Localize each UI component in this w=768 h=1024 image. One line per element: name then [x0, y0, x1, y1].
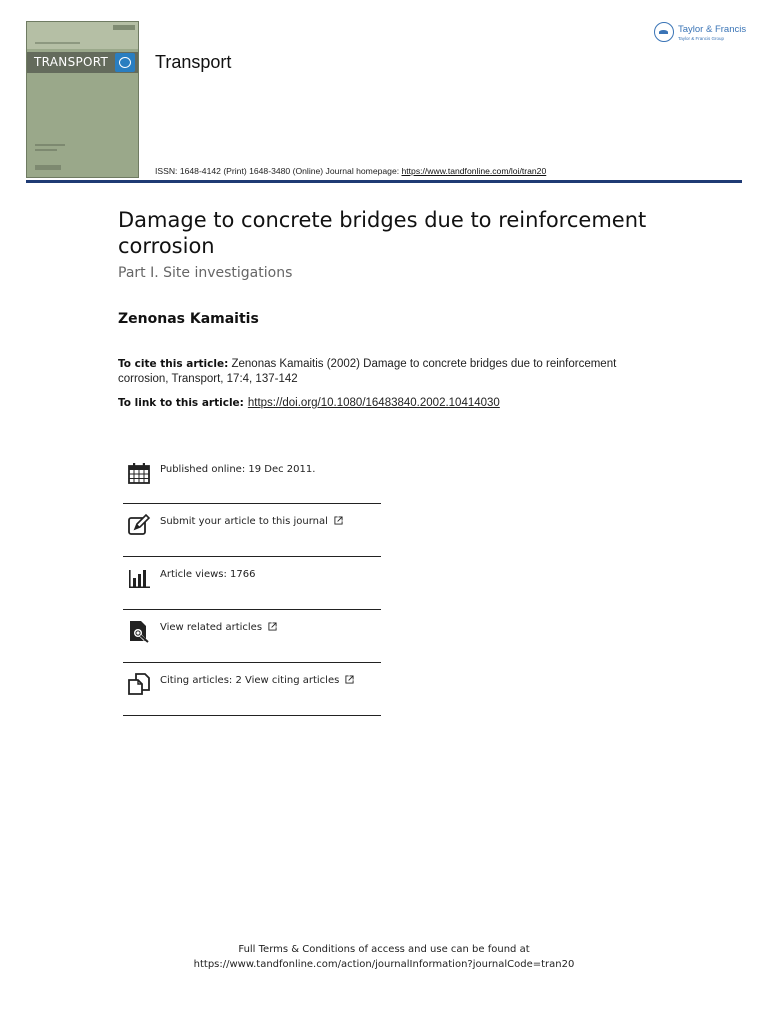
related-articles-item[interactable] — [123, 610, 381, 663]
calendar-icon — [127, 461, 151, 485]
footer-terms-text: Full Terms & Conditions of access and use can be found at — [238, 944, 530, 955]
link-label: To link to this article: — [118, 397, 244, 409]
issn-line — [155, 166, 546, 176]
journal-cover — [26, 21, 139, 178]
external-link-icon — [268, 622, 277, 631]
journal-name: Transport — [155, 52, 232, 72]
related-articles-link[interactable] — [160, 622, 277, 633]
article-views-text: Article views: 1766 — [160, 569, 256, 580]
citing-articles-item[interactable] — [123, 663, 381, 716]
cover-top-strip — [27, 22, 138, 49]
submit-article-text: Submit your article to this journal — [160, 516, 328, 527]
issn-text: ISSN: 1648-4142 (Print) 1648-3480 (Online) Journal homepage: — [155, 166, 402, 176]
article-author[interactable]: Zenonas Kamaitis — [118, 311, 259, 327]
citing-articles-text: Citing articles: 2 View citing articles — [160, 675, 340, 686]
doi-link-block — [118, 397, 500, 409]
article-info-list — [123, 452, 381, 716]
footer — [0, 942, 768, 972]
related-articles-text: View related articles — [160, 622, 263, 633]
external-link-icon — [345, 675, 354, 684]
cite-text: Zenonas Kamaitis (2002) Damage to concrete bridges due to reinforcement corrosion, Transport, 17:4, 137-142 — [118, 358, 617, 385]
citing-articles-link[interactable] — [160, 675, 354, 686]
journal-homepage-link[interactable]: https://www.tandfonline.com/loi/tran20 — [401, 166, 547, 176]
submit-article-item[interactable] — [123, 504, 381, 557]
citation-block — [118, 357, 658, 386]
publisher-name: Taylor & Francis — [678, 24, 747, 35]
doi-link[interactable]: https://doi.org/10.1080/16483840.2002.10414030 — [247, 397, 500, 409]
publisher-logo[interactable] — [654, 22, 748, 48]
cite-label: To cite this article: — [118, 358, 229, 370]
article-subtitle: Part I. Site investigations — [118, 265, 293, 281]
footer-terms-link[interactable]: https://www.tandfonline.com/action/journalInformation?journalCode=tran20 — [193, 959, 575, 970]
edit-icon — [127, 513, 151, 537]
publisher-subname: Taylor & Francis Group — [678, 36, 725, 41]
submit-article-link[interactable] — [160, 516, 343, 527]
header-divider — [26, 180, 742, 183]
published-online-text: Published online: 19 Dec 2011. — [160, 464, 316, 475]
cover-title: TRANSPORT — [34, 55, 109, 69]
citation-icon — [127, 672, 151, 696]
cover-title-band — [27, 52, 139, 73]
external-link-icon — [334, 516, 343, 525]
cover-logo-icon — [115, 53, 135, 72]
published-online-item — [123, 452, 381, 504]
article-views-item — [123, 557, 381, 610]
article-title: Damage to concrete bridges due to reinforcement corrosion — [118, 208, 647, 258]
bar-chart-icon — [127, 566, 151, 590]
document-search-icon — [127, 619, 151, 643]
publisher-logo-icon — [654, 22, 674, 42]
